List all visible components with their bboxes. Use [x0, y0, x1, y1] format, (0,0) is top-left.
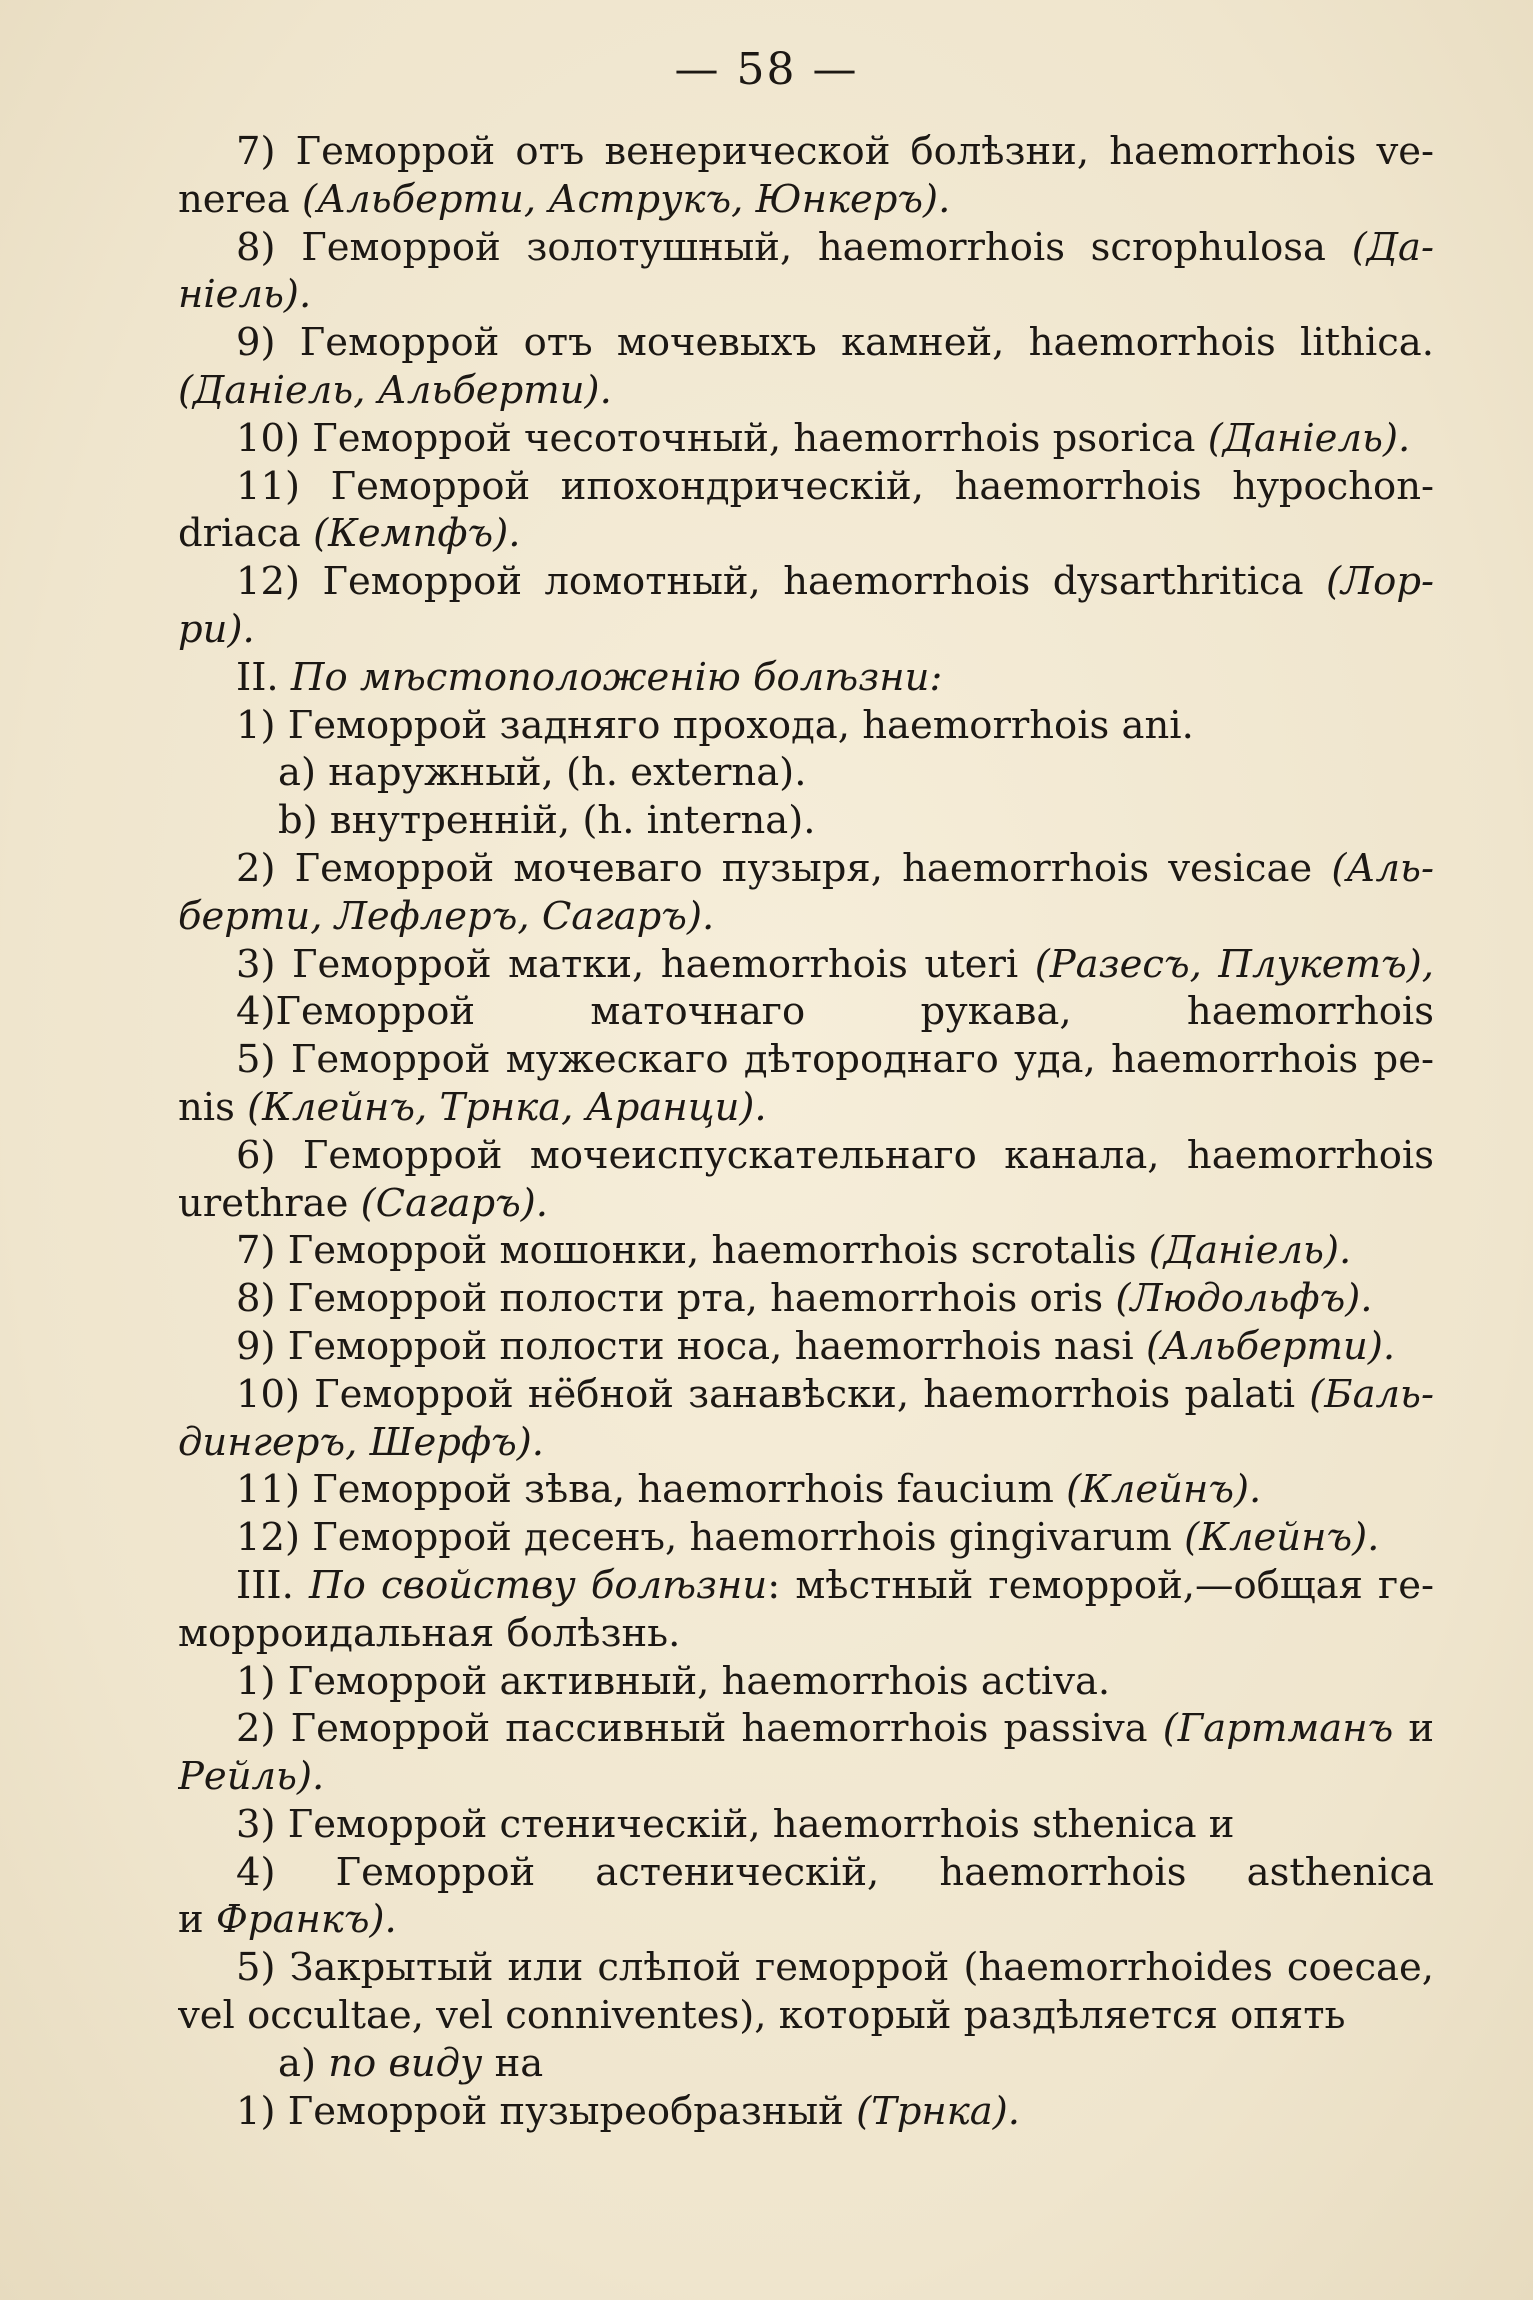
text-line — [178, 1658, 1434, 1706]
italic-text: Рейль). — [178, 1754, 325, 1800]
text-run: a) наружный, (h. externa). — [278, 750, 807, 796]
page-number: — 58 — — [674, 44, 859, 95]
text-run: 5) Геморрой мужескаго дѣтороднаго уда, haemorrhois pe- — [236, 1037, 1434, 1083]
text-run: urethrae — [178, 1180, 361, 1226]
text-run: 7) Геморрой мошонки, haemorrhois scrotalis — [236, 1228, 1149, 1274]
text-line — [178, 1084, 1434, 1132]
text-line — [178, 1753, 1434, 1801]
text-run: 7) Геморрой отъ венерической болѣзни, haemorrhois ve- — [236, 129, 1434, 174]
text-run: на — [482, 2040, 544, 2086]
body-text — [178, 128, 1434, 2135]
italic-text: (Людольфъ). — [1115, 1276, 1373, 1322]
italic-text: (Кемпфъ). — [313, 511, 521, 557]
text-line — [178, 845, 1434, 893]
text-run: 11) Геморрой ипохондрическій, haemorrhois hypochon- — [236, 463, 1434, 509]
text-run: 10) Геморрой нёбной занавѣски, haemorrhois palati — [236, 1371, 1310, 1417]
italic-text: Франкъ). — [215, 1897, 397, 1943]
text-run: 3) Геморрой матки, haemorrhois uteri — [236, 941, 1035, 987]
text-run: 8) Геморрой полости рта, haemorrhois oris — [236, 1276, 1116, 1322]
text-line — [178, 1419, 1434, 1467]
text-run: 10) Геморрой чесоточный, haemorrhois psorica — [236, 415, 1208, 461]
text-run: 6) Геморрой мочеиспускательнаго канала, haemorrhois — [236, 1132, 1434, 1178]
text-run: vel occultae, vel conniventes), который раздѣляется опять — [178, 1993, 1346, 2039]
italic-text: (Клейнъ). — [1184, 1515, 1380, 1561]
text-line — [178, 1371, 1434, 1419]
text-run: 5) Закрытый или слѣпой геморрой (haemorrhoides coecae, — [236, 1945, 1434, 1991]
text-run: 12) Геморрой десенъ, haemorrhois gingivarum — [236, 1515, 1185, 1561]
text-run: driaca — [178, 511, 314, 557]
italic-text: По мѣстоположенію болѣзни: — [290, 654, 943, 700]
text-run: 8) Геморрой золотушный, haemorrhois scrophulosa — [236, 224, 1352, 270]
italic-text: (Аль- — [1331, 845, 1434, 891]
italic-text: (Даніель, Альберти). — [178, 367, 612, 413]
italic-text: ніель). — [178, 272, 312, 318]
text-line — [178, 176, 1434, 224]
italic-text: (Баль- — [1309, 1371, 1434, 1417]
text-line — [178, 988, 1434, 1036]
text-run: 4) Геморрой астеническій, haemorrhois asthenica — [236, 1849, 1434, 1895]
text-line — [178, 1514, 1434, 1562]
text-line — [178, 1323, 1434, 1371]
text-run: 1) Геморрой пузыреобразный — [236, 2088, 857, 2134]
text-run: 3) Геморрой стеническій, haemorrhois sthenica и — [236, 1801, 1235, 1847]
italic-text: (Гартманъ — [1162, 1706, 1394, 1752]
text-line — [178, 510, 1434, 558]
text-line — [178, 367, 1434, 415]
text-line — [178, 1849, 1434, 1897]
text-run: и — [178, 1897, 216, 1943]
text-run: и — [1393, 1706, 1434, 1752]
text-line — [178, 319, 1434, 367]
text-run: 1) Геморрой активный, haemorrhois activa. — [236, 1658, 1111, 1704]
text-line — [178, 128, 1434, 176]
italic-text: дингеръ, Шерфъ). — [178, 1419, 544, 1465]
italic-text: (Альберти, Аструкъ, Юнкеръ). — [301, 176, 951, 222]
text-line — [178, 1275, 1434, 1323]
italic-text: (Да- — [1351, 224, 1434, 270]
italic-text: (Лор- — [1326, 559, 1434, 605]
text-run: 9) Геморрой полости носа, haemorrhois nasi — [236, 1323, 1146, 1369]
text-line — [178, 224, 1434, 272]
text-run: 12) Геморрой ломотный, haemorrhois dysarthritica — [236, 559, 1327, 605]
text-line — [178, 654, 1434, 702]
italic-text: берти, Лефлеръ, Сагаръ). — [178, 893, 715, 939]
text-line — [178, 1896, 1434, 1944]
italic-text: По свойству болѣзни — [309, 1562, 768, 1608]
italic-text: (Клейнъ, Трнка, Аранци). — [247, 1084, 767, 1130]
text-run: a) — [278, 2040, 329, 2086]
italic-text: (Даніель). — [1207, 415, 1411, 461]
text-line — [178, 2088, 1434, 2136]
text-run: : мѣстный геморрой,—общая ге- — [767, 1562, 1434, 1608]
text-run: b) внутренній, (h. interna). — [278, 798, 816, 844]
italic-text: по виду — [328, 2040, 483, 2086]
text-line — [178, 1180, 1434, 1228]
text-line — [178, 463, 1434, 511]
text-line — [178, 1562, 1434, 1610]
text-run: 11) Геморрой зѣва, haemorrhois faucium — [236, 1467, 1067, 1513]
italic-text: (Разесъ, Плукетъ), — [1034, 941, 1434, 987]
italic-text: (Трнка). — [856, 2088, 1020, 2134]
text-run: 9) Геморрой отъ мочевыхъ камней, haemorrhois lithica. — [236, 320, 1434, 366]
text-line — [178, 1705, 1434, 1753]
text-line — [178, 1801, 1434, 1849]
text-run: 2) Геморрой мочеваго пузыря, haemorrhois vesicae — [236, 845, 1332, 891]
text-line — [178, 2040, 1434, 2088]
text-run: 4)Геморрой маточнаго рукава, haemorrhois — [236, 989, 1434, 1035]
text-line — [178, 606, 1434, 654]
italic-text: ри). — [178, 606, 255, 652]
text-run: nis — [178, 1084, 248, 1130]
text-line — [178, 1992, 1434, 2040]
text-line — [178, 749, 1434, 797]
text-run: 2) Геморрой пассивный haemorrhois passiva — [236, 1706, 1163, 1752]
text-line — [178, 1466, 1434, 1514]
text-line — [178, 797, 1434, 845]
text-line — [178, 1944, 1434, 1992]
italic-text: (Клейнъ). — [1066, 1467, 1262, 1513]
text-line — [178, 558, 1434, 606]
text-run: 1) Геморрой задняго прохода, haemorrhois ani. — [236, 702, 1194, 748]
text-run: морроидальная болѣзнь. — [178, 1610, 681, 1656]
text-run: III. — [236, 1562, 310, 1608]
text-line — [178, 271, 1434, 319]
text-line — [178, 1132, 1434, 1180]
text-line — [178, 893, 1434, 941]
text-line — [178, 702, 1434, 750]
text-run: II. — [236, 654, 291, 700]
italic-text: (Даніель). — [1148, 1228, 1352, 1274]
text-line — [178, 1610, 1434, 1658]
text-line — [178, 941, 1434, 989]
italic-text: (Сагаръ). — [360, 1180, 549, 1226]
italic-text: (Альберти). — [1145, 1323, 1396, 1369]
text-run: nerea — [178, 176, 302, 222]
text-line — [178, 415, 1434, 463]
text-line — [178, 1227, 1434, 1275]
text-line — [178, 1036, 1434, 1084]
